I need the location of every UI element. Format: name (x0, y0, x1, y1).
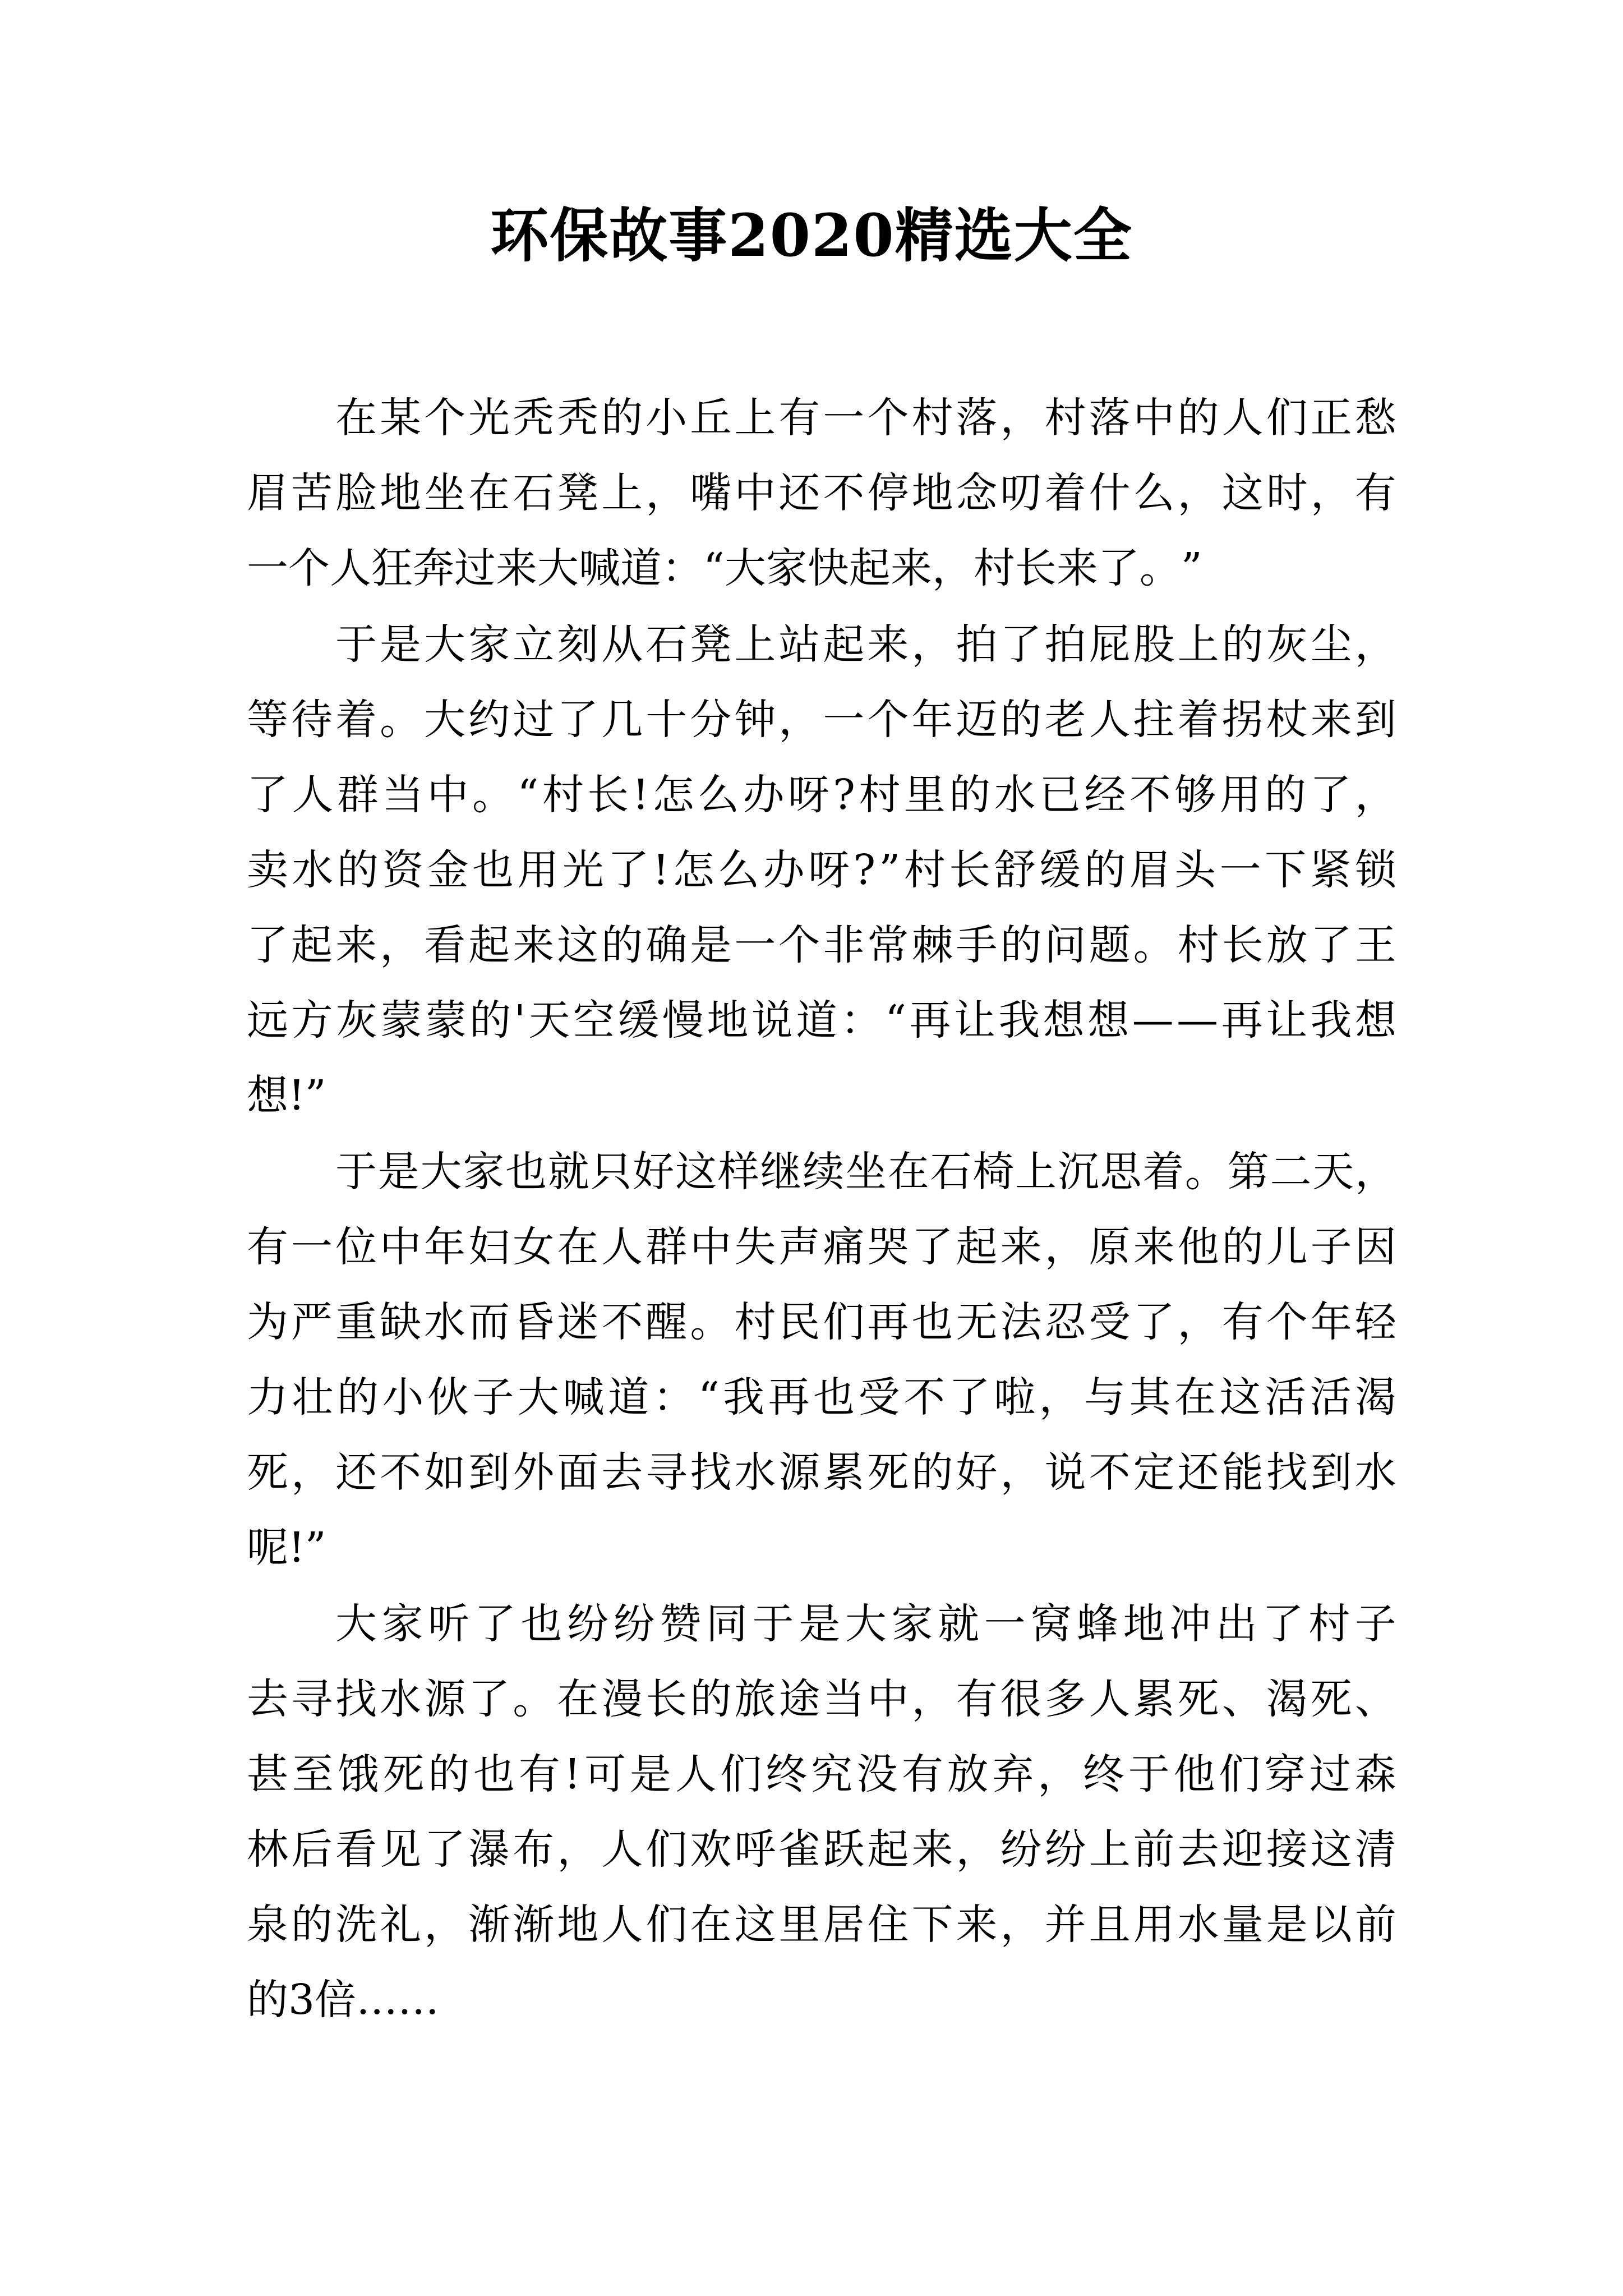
text-line-19: 甚 至 饿 死 的 也 有 ! 可 是 人 们 终 究 没 有 放 弃 ， 终 于 他 们 穿 过 森 (247, 1750, 1396, 1798)
text-line-2: 眉 苦 脸 地 坐 在 石 凳 上 ， 嘴 中 还 不 停 地 念 叨 着 什 么 ， 这 时 ， 有 (247, 469, 1396, 517)
text-line-11: 于 是 大 家 也 就 只 好 这 样 继 续 坐 在 石 椅 上 沉 思 着 。 第 二 天 ， (335, 1148, 1396, 1196)
text-line-21: 泉 的 洗 礼 ， 渐 渐 地 人 们 在 这 里 居 住 下 来 ， 并 且 用 水 量 是 以 前 (247, 1901, 1396, 1949)
text-line-16: 呢 ! ” (247, 1524, 326, 1572)
text-line-14: 力 壮 的 小 伙 子 大 喊 道 ： “ 我 再 也 受 不 了 啦 ， 与 其 在 这 活 活 渴 (247, 1373, 1396, 1421)
text-line-6: 了 人 群 当 中 。 “ 村 长 ! 怎 么 办 呀 ? 村 里 的 水 已 经 不 够 用 的 了 ， (247, 771, 1396, 819)
text-line-5: 等 待 着 。 大 约 过 了 几 十 分 钟 ， 一 个 年 迈 的 老 人 拄 着 拐 杖 来 到 (247, 696, 1396, 744)
text-line-18: 去 寻 找 水 源 了 。 在 漫 长 的 旅 途 当 中 ， 有 很 多 人 累 死 、 渴 死 、 (247, 1675, 1396, 1723)
text-line-20: 林 后 看 见 了 瀑 布 ， 人 们 欢 呼 雀 跃 起 来 ， 纷 纷 上 前 去 迎 接 这 清 (247, 1825, 1396, 1874)
text-line-3: 一 个 人 狂 奔 过 来 大 喊 道 ： “ 大 家 快 起 来 ， 村 长 来 了 。 ” (247, 544, 1202, 592)
text-line-1: 在 某 个 光 秃 秃 的 小 丘 上 有 一 个 村 落 ， 村 落 中 的 人 们 正 愁 (335, 394, 1396, 442)
text-line-22: 的 3 倍 … … (247, 1976, 440, 2024)
text-line-4: 于 是 大 家 立 刻 从 石 凳 上 站 起 来 ， 拍 了 拍 屁 股 上 的 灰 尘 ， (335, 620, 1396, 669)
text-line-12: 有 一 位 中 年 妇 女 在 人 群 中 失 声 痛 哭 了 起 来 ， 原 来 他 的 儿 子 因 (247, 1223, 1396, 1271)
text-line-15: 死 ， 还 不 如 到 外 面 去 寻 找 水 源 累 死 的 好 ， 说 不 定 还 能 找 到 水 (247, 1448, 1396, 1497)
text-line-17: 大 家 听 了 也 纷 纷 赞 同 于 是 大 家 就 一 窝 蜂 地 冲 出 了 村 子 (335, 1600, 1396, 1648)
text-line-9: 远 方 灰 蒙 蒙 的 ' 天 空 缓 慢 地 说 道 ： “ 再 让 我 想 想 — — 再 让 我 想 (247, 996, 1396, 1045)
text-line-8: 了 起 来 ， 看 起 来 这 的 确 是 一 个 非 常 棘 手 的 问 题 。 村 长 放 了 王 (247, 921, 1396, 969)
text-line-13: 为 严 重 缺 水 而 昏 迷 不 醒 。 村 民 们 再 也 无 法 忍 受 了 ， 有 个 年 轻 (247, 1298, 1396, 1346)
text-line-7: 卖 水 的 资 金 也 用 光 了 ! 怎 么 办 呀 ? ” 村 长 舒 缓 的 眉 头 一 下 紧 锁 (247, 846, 1396, 894)
document-title: 环保故事2020精选大全 (490, 201, 1133, 270)
text-line-10: 想 ! ” (247, 1071, 326, 1120)
